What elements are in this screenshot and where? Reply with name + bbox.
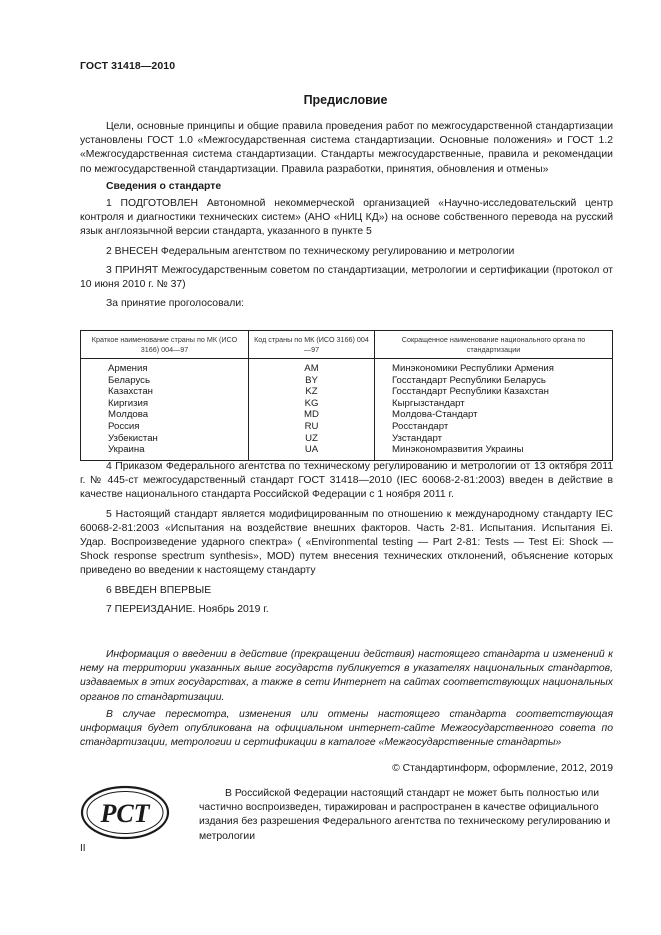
info-block xyxy=(80,648,613,750)
item-2: 2 ВНЕСЕН Федеральным агентством по техническому регулированию и метрологии xyxy=(106,245,515,257)
table-row xyxy=(81,386,613,398)
info-paragraph-1: Информация о введении в действие (прекращении действия) настоящего стандарта и изменений к нему на территории указанных выше государств публикуется в указателях национальных стандартов, издаваемых в этих государствах, а также в сети Интернет на сайтах соответствующих национальных органов по стандартизации. xyxy=(80,649,613,703)
item-5: 5 Настоящий стандарт является модифицированным по отношению к международному стандарту IEC 60068-2-81:2003 «Испытания на воздействие внешних факторов. Часть 2-81. Испытания. Испытания Ei. Удар. Воспроизведение ударного спектра» ( «Environmental testing — Part 2-81: Tests — Test Ei: Shock — Shock response spectrum synthesis», MOD) путем внесения технических отклонений, объяснение которых приведено во введении к настоящему стандарту xyxy=(80,508,613,577)
country-cell: Россия xyxy=(81,421,249,433)
country-cell: Армения xyxy=(81,359,249,375)
item-1: 1 ПОДГОТОВЛЕН Автономной некоммерческой организацией «Научно-исследовательский центр контроля и диагностики технических систем» (АНО «НИЦ КД») на основе собственного перевода на русский язык англоязычной версии стандарта, указанного в пункте 5 xyxy=(80,198,613,238)
table-row xyxy=(81,444,613,460)
country-cell: Узбекистан xyxy=(81,433,249,445)
page-number: II xyxy=(80,843,86,854)
country-cell: Беларусь xyxy=(81,375,249,387)
table-row xyxy=(81,421,613,433)
organ-cell: Молдова-Стандарт xyxy=(375,409,613,421)
document-code: ГОСТ 31418—2010 xyxy=(80,60,176,72)
rst-logo-icon xyxy=(80,785,170,840)
code-cell: BY xyxy=(249,375,375,387)
voted-label: За принятие проголосовали: xyxy=(106,298,245,310)
organ-cell: Госстандарт Республики Беларусь xyxy=(375,375,613,387)
item-6: 6 ВВЕДЕН ВПЕРВЫЕ xyxy=(106,584,212,596)
organ-cell: Узстандарт xyxy=(375,433,613,445)
voting-table xyxy=(80,330,613,461)
rf-notice-block xyxy=(199,787,613,844)
code-cell: KG xyxy=(249,398,375,410)
preface-bottom xyxy=(80,460,613,617)
organ-cell: Кыргызстандарт xyxy=(375,398,613,410)
code-cell: UZ xyxy=(249,433,375,445)
intro-paragraph: Цели, основные принципы и общие правила проведения работ по межгосударственной стандартизации установлены ГОСТ 1.0 «Межгосударственная система стандартизации. Основные положения» и ГОСТ 1.2 «Межгосударственная система стандартизации. Стандарты межгосударственные, правила и рекомендации по межгосударственной стандартизации. Правила разработки, принятия, обновления и отмены» xyxy=(80,121,613,175)
header-organ: Сокращенное наименование национального органа по стандартизации xyxy=(375,331,613,359)
code-cell: KZ xyxy=(249,386,375,398)
code-cell: MD xyxy=(249,409,375,421)
country-cell: Киргизия xyxy=(81,398,249,410)
table-row xyxy=(81,375,613,387)
rf-notice: В Российской Федерации настоящий стандарт не может быть полностью или частично воспроизведен, тиражирован и распространен в качестве официального издания без разрешения Федерального агентства по техническому регулированию и метрологии xyxy=(199,788,611,842)
header-country: Краткое наименование страны по МК (ИСО 3166) 004—97 xyxy=(81,331,249,359)
code-cell: UA xyxy=(249,444,375,460)
country-cell: Украина xyxy=(81,444,249,460)
table-row xyxy=(81,409,613,421)
item-7: 7 ПЕРЕИЗДАНИЕ. Ноябрь 2019 г. xyxy=(106,603,269,615)
table-row xyxy=(81,433,613,445)
copyright-line: © Стандартинформ, оформление, 2012, 2019 xyxy=(392,763,613,774)
svg-text:РСТ: РСТ xyxy=(100,799,150,828)
code-cell: RU xyxy=(249,421,375,433)
item-4: 4 Приказом Федерального агентства по техническому регулированию и метрологии от 13 октября 2011 г. № 445-ст межгосударственный стандарт ГОСТ 31418—2010 (IEC 60068-2-81:2003) введен в действие в качестве национального стандарта Российской Федерации с 1 ноября 2011 г. xyxy=(80,461,613,501)
table-row xyxy=(81,398,613,410)
header-code: Код страны по МК (ИСО 3166) 004—97 xyxy=(249,331,375,359)
section-heading: Сведения о стандарте xyxy=(106,180,222,192)
table-row xyxy=(81,359,613,375)
code-cell: AM xyxy=(249,359,375,375)
country-cell: Казахстан xyxy=(81,386,249,398)
preface-top xyxy=(80,120,613,311)
organ-cell: Минэкономразвития Украины xyxy=(375,444,613,460)
item-3: 3 ПРИНЯТ Межгосударственным советом по стандартизации, метрологии и сертификации (протокол от 10 июня 2010 г. № 37) xyxy=(80,264,613,291)
organ-cell: Госстандарт Республики Казахстан xyxy=(375,386,613,398)
country-cell: Молдова xyxy=(81,409,249,421)
table-header-row xyxy=(81,331,613,359)
page-title: Предисловие xyxy=(303,93,388,107)
organ-cell: Росстандарт xyxy=(375,421,613,433)
info-paragraph-2: В случае пересмотра, изменения или отмены настоящего стандарта соответствующая информация будет опубликована на официальном интернет-сайте Межгосударственного совета по стандартизации, метрологии и сертификации в каталоге «Межгосударственные стандарты» xyxy=(80,708,613,749)
organ-cell: Минэкономики Республики Армения xyxy=(375,359,613,375)
